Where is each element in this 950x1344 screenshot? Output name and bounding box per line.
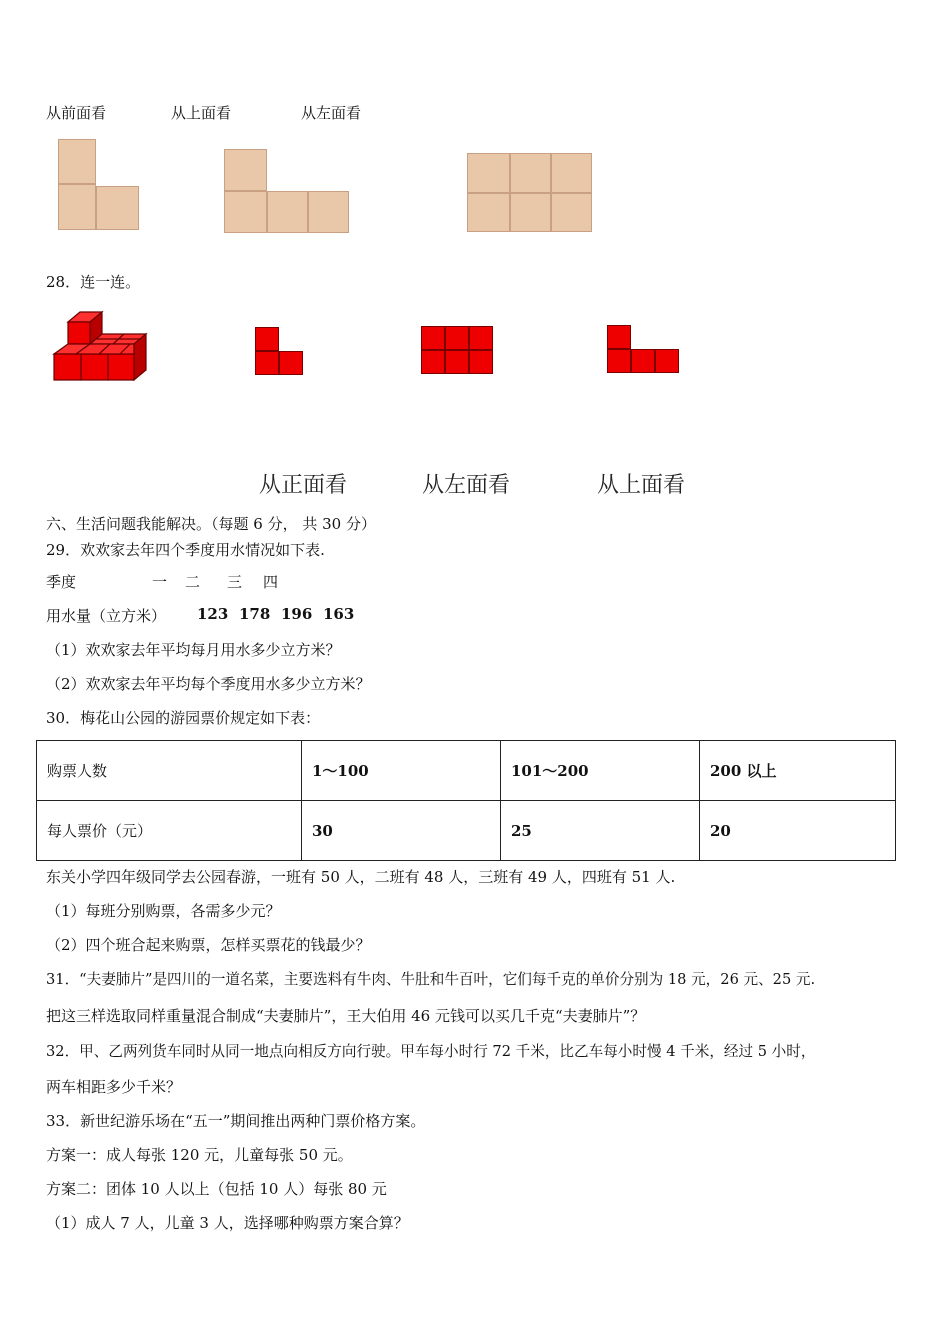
q32-line2: 两车相距多少千米？ xyxy=(46,1078,182,1096)
caption-left: 从左面看 xyxy=(422,473,511,498)
section-heading: 六、生活问题我能解决。（每题 6 分， 共 30 分） xyxy=(46,515,376,533)
q32-line1: 32．甲、乙两列货车同时从同一地点向相反方向行驶。甲车每小时行 72 千米，比乙车每小时慢 4 千米，经过 5 小时， xyxy=(46,1043,816,1060)
q31-line1: 31．“夫妻肺片”是四川的一道名菜，主要选料有牛肉、牛肚和牛百叶，它们每千克的单价分别为 18 元，26 元、25 元. xyxy=(46,971,816,988)
q29-usage-4: 163 xyxy=(323,605,355,623)
table-row xyxy=(37,741,896,801)
table-cell: 20 xyxy=(700,801,896,861)
q28-title: 28．连一连。 xyxy=(46,273,141,291)
q29-sub1: （1）欢欢家去年平均每月用水多少立方米？ xyxy=(46,641,341,659)
q33-plan2: 方案二：团体 10 人以上（包括 10 人）每张 80 元 xyxy=(46,1180,387,1198)
table-cell: 购票人数 xyxy=(37,741,302,801)
q31-line2: 把这三样选取同样重量混合制成“夫妻肺片”，王大伯用 46 元钱可以买几千克“夫妻肺片”？ xyxy=(46,1007,646,1025)
red-3d-cube-figure xyxy=(50,310,150,385)
table-cell: 每人票价（元） xyxy=(37,801,302,861)
q30-title: 30．梅花山公园的游园票价规定如下表： xyxy=(46,709,321,727)
q29-season-4: 四 xyxy=(263,573,279,591)
q30-sub1: （1）每班分别购票，各需多少元？ xyxy=(46,902,281,920)
q29-season-3: 三 xyxy=(227,573,243,591)
ticket-price-table xyxy=(36,740,896,861)
q30-desc: 东关小学四年级同学去公园春游，一班有 50 人，二班有 48 人，三班有 49 人，四班有 51 人. xyxy=(46,868,676,886)
q33-sub1: （1）成人 7 人，儿童 3 人，选择哪种购票方案合算？ xyxy=(46,1214,409,1232)
table-row xyxy=(37,801,896,861)
caption-front: 从正面看 xyxy=(259,473,348,498)
q33-plan1: 方案一：成人每张 120 元，儿童每张 50 元。 xyxy=(46,1146,353,1164)
table-cell: 200 以上 xyxy=(700,741,896,801)
table-cell: 1～100 xyxy=(302,741,501,801)
q29-usage-2: 178 xyxy=(239,605,271,623)
q30-sub2: （2）四个班合起来购票，怎样买票花的钱最少？ xyxy=(46,936,371,954)
q29-usage-1: 123 xyxy=(197,605,229,623)
q29-season-label: 季度 xyxy=(46,573,77,591)
view-label-top: 从上面看 xyxy=(171,104,232,122)
q29-usage-3: 196 xyxy=(281,605,313,623)
table-cell: 101～200 xyxy=(501,741,700,801)
table-cell: 25 xyxy=(501,801,700,861)
q29-title: 29．欢欢家去年四个季度用水情况如下表. xyxy=(46,541,325,559)
table-cell: 30 xyxy=(302,801,501,861)
q29-usage-label: 用水量（立方米） xyxy=(46,607,167,625)
caption-top: 从上面看 xyxy=(597,473,686,498)
q33-title: 33．新世纪游乐场在“五一”期间推出两种门票价格方案。 xyxy=(46,1112,426,1130)
q29-season-1: 一 xyxy=(152,573,168,591)
q29-sub2: （2）欢欢家去年平均每个季度用水多少立方米？ xyxy=(46,675,371,693)
view-label-front: 从前面看 xyxy=(46,104,107,122)
q29-season-2: 二 xyxy=(185,573,201,591)
view-label-left: 从左面看 xyxy=(301,104,362,122)
